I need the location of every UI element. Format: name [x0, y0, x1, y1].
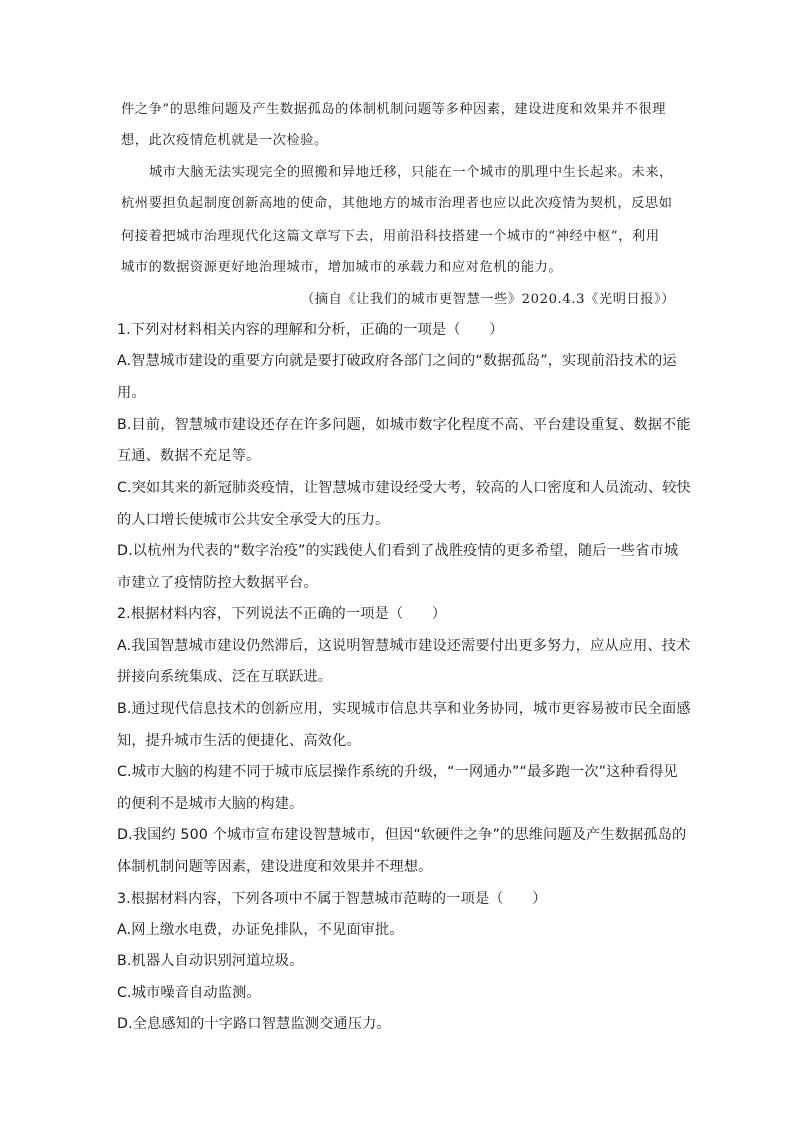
option-c-line: 的便利不是城市大脑的构建。 — [117, 796, 304, 812]
option-d-line: 市建立了疫情防控大数据平台。 — [117, 575, 318, 591]
passage-line: 杭州要担负起制度创新高地的使命，其他地方的城市治理者也应以此次疫情为契机，反思如 — [121, 196, 673, 211]
option-d-line: D.全息感知的十字路口智慧监测交通压力。 — [117, 1016, 391, 1032]
option-b-line: 知，提升城市生活的便捷化、高效化。 — [117, 733, 361, 749]
option-c-line: C.突如其来的新冠肺炎疫情，让智慧城市建设经受大考，较高的人口密度和人员流动、较快 — [117, 480, 691, 496]
option-c-line: 的人口增长使城市公共安全承受大的压力。 — [117, 512, 390, 528]
question-stem: 3.根据材料内容，下列各项中不属于智慧城市范畴的一项是（ ） — [117, 891, 547, 907]
passage-source: （摘自《让我们的城市更智慧一些》2020.4.3《光明日报》） — [301, 292, 676, 307]
option-b-line: B.目前，智慧城市建设还存在许多问题，如城市数字化程度不高、平台建设重复、数据不能 — [117, 417, 691, 433]
passage-line: 件之争”的思维问题及产生数据孤岛的体制机制问题等多种因素，建设进度和效果并不很理 — [121, 102, 667, 117]
question-stem: 2.根据材料内容，下列说法不正确的一项是（ ） — [117, 606, 447, 622]
question-stem: 1.下列对材料相关内容的理解和分析，正确的一项是（ ） — [117, 322, 504, 338]
passage-line: 城市大脑无法实现完全的照搬和异地迁移，只能在一个城市的肌理中生长起来。未来， — [149, 165, 673, 180]
passage-line: 城市的数据资源更好地治理城市，增加城市的承载力和应对危机的能力。 — [121, 260, 563, 275]
option-a-line: 拼接向系统集成、泛在互联跃进。 — [117, 669, 333, 685]
passage-line: 何接着把城市治理现代化这篇文章写下去，用前沿科技搭建一个城市的“神经中枢”，利用 — [121, 229, 660, 244]
option-c-line: C.城市大脑的构建不同于城市底层操作系统的升级，“一网通办”“最多跑一次”这种看得见 — [117, 764, 678, 780]
option-d-line: 体制机制问题等因素，建设进度和效果并不理想。 — [117, 859, 433, 875]
option-b-line: 互通、数据不充足等。 — [117, 448, 261, 464]
option-a-line: A.智慧城市建设的重要方向就是要打破政府各部门之间的“数据孤岛”，实现前沿技术的运 — [117, 353, 677, 369]
option-c-line: C.城市噪音自动监测。 — [117, 985, 261, 1001]
option-d-line: D.我国约 500 个城市宣布建设智慧城市，但因“软硬件之争”的思维问题及产生数据孤岛的 — [117, 827, 687, 843]
option-a-line: A.我国智慧城市建设仍然滞后，这说明智慧城市建设还需要付出更多努力，应从应用、技术 — [117, 638, 691, 654]
option-a-line: 用。 — [117, 385, 146, 401]
option-a-line: A.网上缴水电费，办证免排队，不见面审批。 — [117, 922, 404, 938]
option-d-line: D.以杭州为代表的“数字治疫”的实践使人们看到了战胜疫情的更多希望，随后一些省市城 — [117, 543, 679, 559]
passage-line: 想，此次疫情危机就是一次检验。 — [121, 133, 328, 148]
option-b-line: B.机器人自动识别河道垃圾。 — [117, 953, 304, 969]
option-b-line: B.通过现代信息技术的创新应用，实现城市信息共享和业务协同，城市更容易被市民全面感 — [117, 701, 691, 717]
